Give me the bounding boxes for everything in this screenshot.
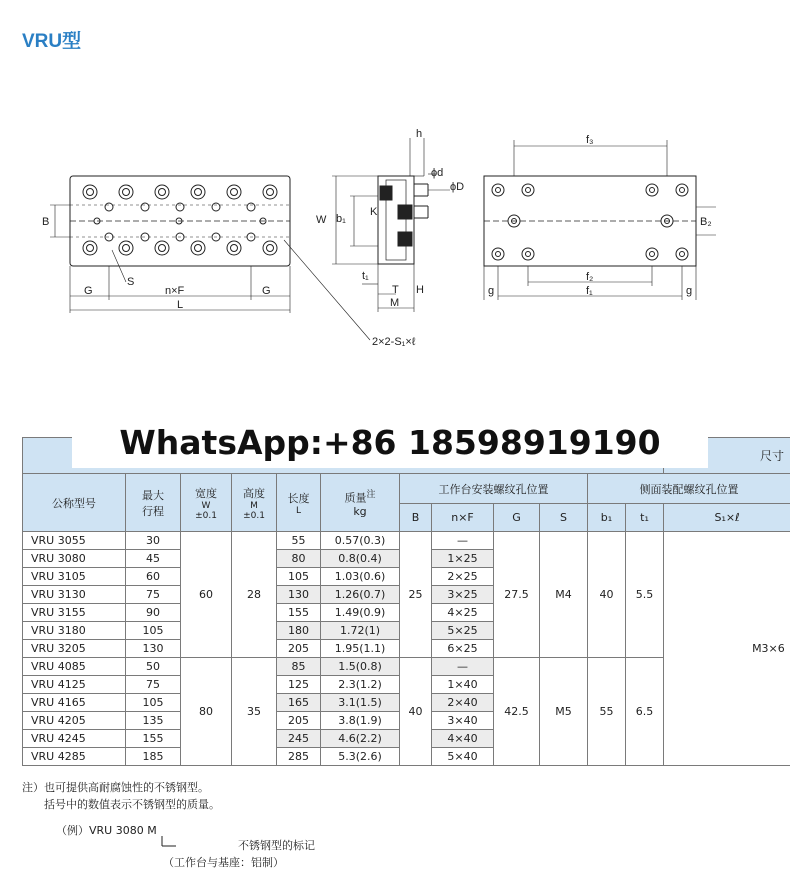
rear-hole (676, 184, 688, 196)
rear-hole (522, 184, 534, 196)
counterbore-hole (155, 241, 169, 255)
dim-B2: B₂ (700, 216, 712, 228)
label-S: S (127, 276, 135, 288)
counterbore-hole (83, 185, 97, 199)
tap-hole (212, 203, 220, 211)
table-row (23, 532, 790, 550)
cell-t1: 6.5 (626, 658, 664, 766)
header-corner: 尺寸 (664, 438, 790, 474)
rear-hole-inner (680, 252, 685, 257)
cell-stroke: 75 (126, 676, 181, 694)
cell-stroke: 105 (126, 622, 181, 640)
col-length: 长度 L (277, 474, 321, 532)
counterbore-hole-inner (87, 245, 94, 252)
cell-stroke: 130 (126, 640, 181, 658)
cell-stroke: 60 (126, 568, 181, 586)
cell-model: VRU 3080 (23, 550, 126, 568)
dim-h: h (416, 128, 423, 140)
tap-hole (247, 203, 255, 211)
cell-B: 25 (400, 532, 432, 658)
cell-S: M5 (540, 658, 588, 766)
cell-b1: 55 (588, 658, 626, 766)
cell-mass: 1.5(0.8) (321, 658, 400, 676)
dim-K: K (370, 206, 378, 218)
col-S: S (540, 504, 588, 532)
col-group-side-holes: 侧面装配螺纹孔位置 (588, 474, 790, 504)
cell-model: VRU 3180 (23, 622, 126, 640)
counterbore-hole (119, 185, 133, 199)
dim-nF: n×F (165, 285, 185, 297)
rear-hole-inner (526, 188, 531, 193)
dim-T: T (392, 284, 399, 296)
counterbore-hole (155, 185, 169, 199)
col-height: 高度 M ±0.1 (232, 474, 277, 532)
cell-mass: 1.49(0.9) (321, 604, 400, 622)
cell-length: 125 (277, 676, 321, 694)
cell-width: 60 (181, 532, 232, 658)
col-S1l: S₁×ℓ (664, 504, 790, 532)
cell-nF: 2×40 (432, 694, 494, 712)
cell-height: 35 (232, 658, 277, 766)
example-label-1: 不锈钢型的标记 (238, 839, 315, 852)
col-mass: 质量$^注$ kg (321, 474, 400, 532)
cell-model: VRU 3130 (23, 586, 126, 604)
col-t1: t₁ (626, 504, 664, 532)
cell-model: VRU 3205 (23, 640, 126, 658)
side-view (332, 138, 450, 312)
dim-L: L (177, 299, 184, 311)
spec-table-wrapper (22, 437, 790, 766)
cell-length: 130 (277, 586, 321, 604)
dim-g-right: g (686, 285, 693, 297)
cell-stroke: 75 (126, 586, 181, 604)
rear-hole (646, 248, 658, 260)
cell-nF: 5×40 (432, 748, 494, 766)
dim-f2: f₂ (586, 271, 594, 283)
cell-length: 180 (277, 622, 321, 640)
cell-model: VRU 4085 (23, 658, 126, 676)
cell-mass: 0.8(0.4) (321, 550, 400, 568)
note-line-1: 注）也可提供高耐腐蚀性的不锈钢型。 (22, 781, 209, 794)
counterbore-hole-inner (267, 245, 274, 252)
rear-hole (646, 184, 658, 196)
cell-mass: 3.1(1.5) (321, 694, 400, 712)
col-nF: n×F (432, 504, 494, 532)
counterbore-hole (191, 241, 205, 255)
cell-length: 205 (277, 640, 321, 658)
cell-mass: 2.3(1.2) (321, 676, 400, 694)
cell-nF: 3×25 (432, 586, 494, 604)
counterbore-hole-inner (195, 245, 202, 252)
cell-G: 42.5 (494, 658, 540, 766)
cell-mass: 4.6(2.2) (321, 730, 400, 748)
cell-model: VRU 4125 (23, 676, 126, 694)
cell-t1: 5.5 (626, 532, 664, 658)
dim-B: B (42, 216, 50, 228)
cell-model: VRU 4205 (23, 712, 126, 730)
cell-mass: 3.8(1.9) (321, 712, 400, 730)
rear-view (484, 140, 716, 300)
cell-nF: 1×25 (432, 550, 494, 568)
counterbore-hole (227, 241, 241, 255)
cell-nF: 4×25 (432, 604, 494, 622)
cell-b1: 40 (588, 532, 626, 658)
cell-length: 105 (277, 568, 321, 586)
cell-stroke: 155 (126, 730, 181, 748)
dim-b1: b₁ (336, 213, 346, 225)
counterbore-hole-inner (159, 189, 166, 196)
rear-hole-inner (496, 252, 501, 257)
rear-holes (492, 184, 688, 260)
cell-model: VRU 4245 (23, 730, 126, 748)
cell-B: 40 (400, 658, 432, 766)
cell-height: 28 (232, 532, 277, 658)
cell-stroke: 90 (126, 604, 181, 622)
cell-length: 205 (277, 712, 321, 730)
cell-G: 27.5 (494, 532, 540, 658)
cell-S1l: M3×6 (664, 532, 790, 766)
dim-g-left: g (488, 285, 495, 297)
col-model: 公称型号 (23, 474, 126, 532)
cell-nF: 4×40 (432, 730, 494, 748)
col-b1: b₁ (588, 504, 626, 532)
spec-table-body (23, 532, 790, 766)
col-width: 宽度 W ±0.1 (181, 474, 232, 532)
cell-length: 165 (277, 694, 321, 712)
front-view (50, 176, 370, 340)
callout-side-holes: 2×2-S₁×ℓ (372, 336, 416, 348)
rear-hole (676, 248, 688, 260)
cell-length: 55 (277, 532, 321, 550)
tap-hole (105, 203, 113, 211)
cell-nF: 1×40 (432, 676, 494, 694)
tap-hole (141, 203, 149, 211)
cell-nF: 5×25 (432, 622, 494, 640)
mounting-holes (83, 185, 277, 255)
col-G: G (494, 504, 540, 532)
cell-mass: 1.72(1) (321, 622, 400, 640)
cell-stroke: 105 (126, 694, 181, 712)
watermark-banner: WhatsApp:+86 18598919190 (72, 418, 708, 468)
counterbore-hole-inner (195, 189, 202, 196)
counterbore-hole (191, 185, 205, 199)
dim-H: H (416, 284, 424, 296)
counterbore-hole-inner (267, 189, 274, 196)
cell-length: 85 (277, 658, 321, 676)
rear-hole (522, 248, 534, 260)
note-line-2: 括号中的数值表示不锈钢型的质量。 (44, 798, 220, 811)
cell-model: VRU 3055 (23, 532, 126, 550)
cell-mass: 1.95(1.1) (321, 640, 400, 658)
cell-mass: 1.26(0.7) (321, 586, 400, 604)
dim-f3: f₃ (586, 134, 594, 146)
counterbore-hole-inner (123, 189, 130, 196)
cell-nF: 3×40 (432, 712, 494, 730)
counterbore-hole (263, 185, 277, 199)
cell-nF: — (432, 532, 494, 550)
col-stroke: 最大 行程 (126, 474, 181, 532)
counterbore-hole-inner (123, 245, 130, 252)
cell-stroke: 135 (126, 712, 181, 730)
dimension-drawings (0, 0, 790, 410)
cell-stroke: 30 (126, 532, 181, 550)
spec-table (22, 437, 790, 766)
dim-phi-D: ϕD (450, 181, 465, 193)
counterbore-hole-inner (159, 245, 166, 252)
cell-S: M4 (540, 532, 588, 658)
counterbore-hole (263, 241, 277, 255)
dim-phi-d: ϕd (431, 167, 444, 179)
cell-nF: 6×25 (432, 640, 494, 658)
cell-width: 80 (181, 658, 232, 766)
cell-length: 80 (277, 550, 321, 568)
dim-G-right: G (262, 285, 271, 297)
cell-nF: — (432, 658, 494, 676)
rear-hole-inner (526, 252, 531, 257)
col-B: B (400, 504, 432, 532)
cell-length: 285 (277, 748, 321, 766)
cell-model: VRU 4285 (23, 748, 126, 766)
dim-t1: t₁ (362, 270, 369, 282)
cell-length: 155 (277, 604, 321, 622)
cell-stroke: 50 (126, 658, 181, 676)
dim-W: W (316, 214, 327, 226)
cell-stroke: 185 (126, 748, 181, 766)
cell-length: 245 (277, 730, 321, 748)
cell-mass: 1.03(0.6) (321, 568, 400, 586)
counterbore-hole (119, 241, 133, 255)
dim-G-left: G (84, 285, 93, 297)
counterbore-hole (83, 241, 97, 255)
rear-hole-inner (650, 252, 655, 257)
cell-model: VRU 4165 (23, 694, 126, 712)
rear-hole-inner (680, 188, 685, 193)
page-title: VRU型 (22, 31, 82, 52)
counterbore-hole-inner (231, 245, 238, 252)
example-label-2: （工作台与基座：铝制） (163, 856, 284, 869)
tap-hole (176, 203, 184, 211)
dim-M: M (390, 297, 400, 309)
cell-mass: 5.3(2.6) (321, 748, 400, 766)
dim-f1: f₁ (586, 285, 593, 297)
rear-hole (492, 248, 504, 260)
rear-hole (492, 184, 504, 196)
col-group-table-holes: 工作台安装螺纹孔位置 (400, 474, 588, 504)
counterbore-hole-inner (231, 189, 238, 196)
cell-stroke: 45 (126, 550, 181, 568)
cell-model: VRU 3105 (23, 568, 126, 586)
counterbore-hole-inner (87, 189, 94, 196)
rear-hole-inner (496, 188, 501, 193)
cell-model: VRU 3155 (23, 604, 126, 622)
cell-mass: 0.57(0.3) (321, 532, 400, 550)
counterbore-hole (227, 185, 241, 199)
cell-nF: 2×25 (432, 568, 494, 586)
example-code: （例）VRU 3080 M (56, 824, 157, 837)
rear-hole-inner (650, 188, 655, 193)
